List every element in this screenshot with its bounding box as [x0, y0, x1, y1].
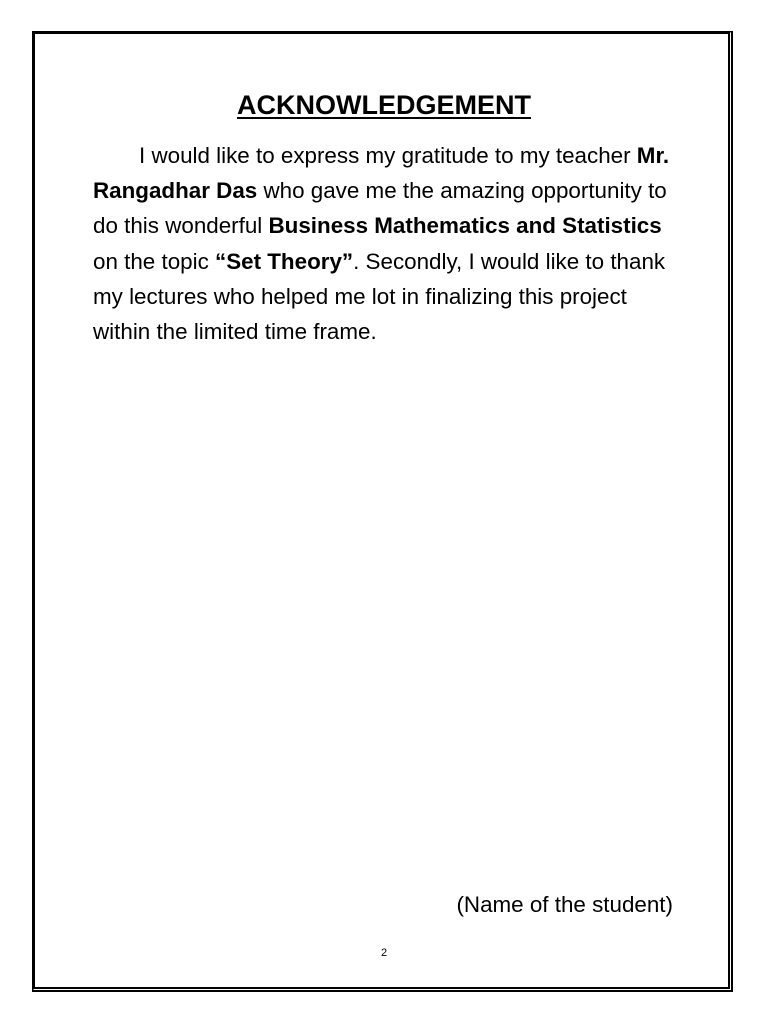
page-title: ACKNOWLEDGEMENT [237, 90, 531, 120]
acknowledgement-paragraph [93, 138, 683, 349]
paragraph-text-2: who gave me the amazing opportunity to do this wonderful [93, 178, 667, 239]
paragraph-text-3: on the topic [93, 248, 215, 274]
teacher-name: Mr. Rangadhar Das [93, 143, 670, 204]
paragraph-text-4: . Secondly, I would like to thank my lectures who helped me lot in finalizing this project within the limited time frame. [93, 248, 666, 345]
subject-name: Business Mathematics and Statistics [268, 213, 662, 239]
student-signature-line: (Name of the student) [456, 892, 673, 917]
topic-name: “Set Theory” [215, 248, 354, 274]
page-number: 2 [380, 947, 388, 959]
paragraph-text-1: I would like to express my gratitude to my teacher [139, 143, 637, 168]
